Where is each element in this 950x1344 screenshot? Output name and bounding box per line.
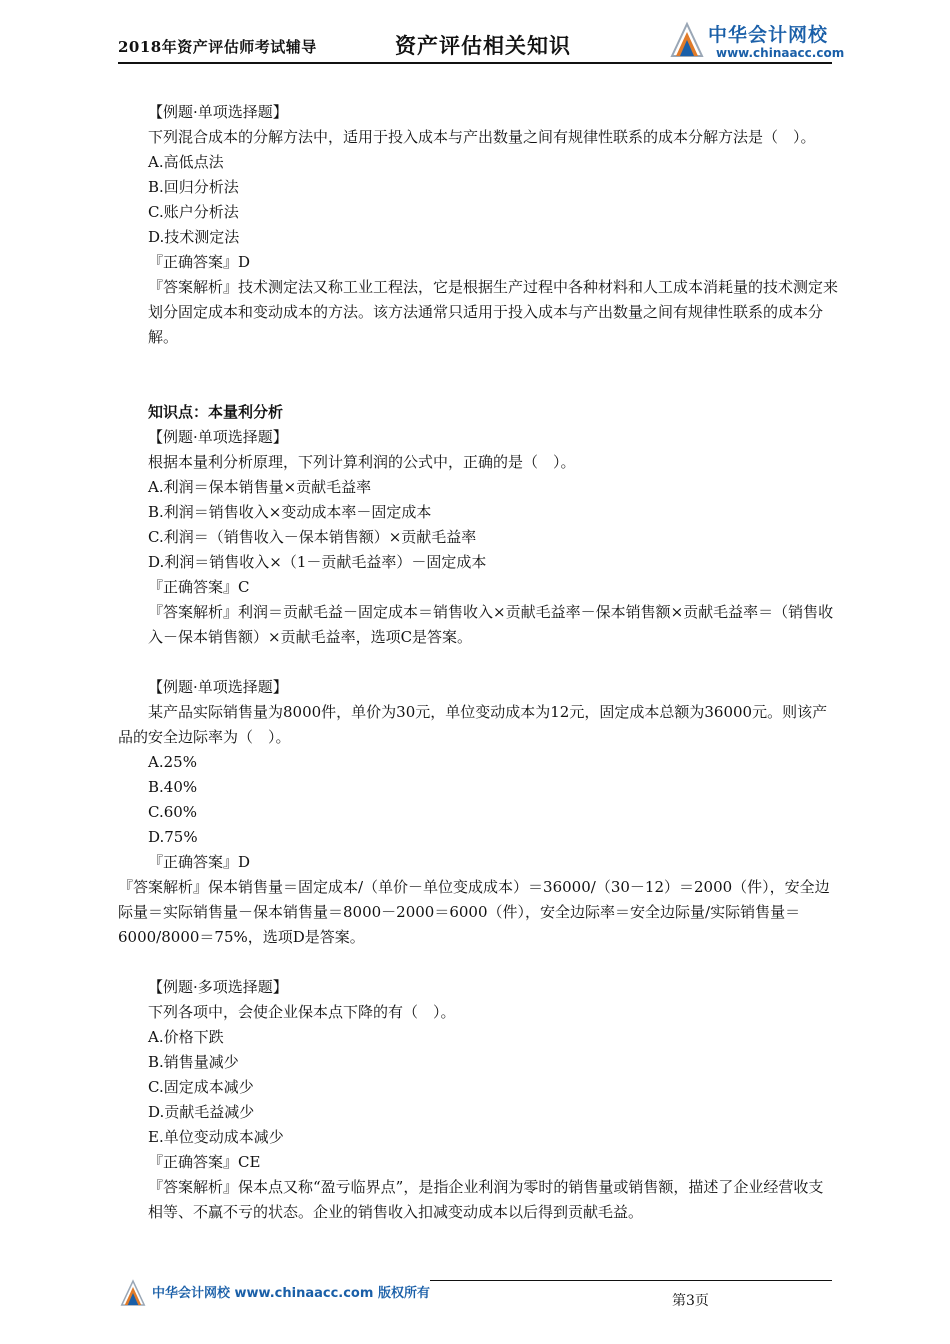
question-block-2 bbox=[118, 425, 838, 650]
footer-copyright[interactable]: 中华会计网校 www.chinaacc.com 版权所有 bbox=[152, 1286, 430, 1301]
option-b: B.销售量减少 bbox=[148, 1053, 239, 1071]
option-c: C.账户分析法 bbox=[148, 203, 239, 221]
option-a: A.利润＝保本销售量×贡献毛益率 bbox=[148, 478, 372, 496]
question-block-3 bbox=[118, 675, 838, 950]
option-d: D.技术测定法 bbox=[148, 228, 240, 246]
answer-analysis: 『答案解析』保本点又称“盈亏临界点”，是指企业利润为零时的销售量或销售额，描述了企业经营收支相等、不赢不亏的状态。企业的销售收入扣减变动成本以后得到贡献毛益。 bbox=[148, 1178, 824, 1221]
header-course-title: 2018年资产评估师考试辅导 bbox=[118, 38, 317, 56]
page-number: 第3页 bbox=[672, 1293, 709, 1309]
question-tag: 【例题·单项选择题】 bbox=[148, 428, 288, 446]
option-d: D.利润＝销售收入×（1－贡献毛益率）－固定成本 bbox=[148, 553, 487, 571]
header-divider bbox=[118, 62, 832, 64]
question-tag: 【例题·单项选择题】 bbox=[148, 678, 288, 696]
question-block-4 bbox=[118, 975, 838, 1225]
page-content bbox=[118, 100, 838, 1225]
knowledge-point-heading: 知识点：本量利分析 bbox=[148, 403, 284, 421]
option-d: D.75% bbox=[148, 828, 198, 846]
chinaacc-logo[interactable] bbox=[668, 16, 848, 64]
chinaacc-logo-icon bbox=[118, 1278, 148, 1308]
question-stem: 下列混合成本的分解方法中，适用于投入成本与产出数量之间有规律性联系的成本分解方法是（ ）。 bbox=[148, 128, 816, 146]
answer-analysis: 『答案解析』技术测定法又称工业工程法，它是根据生产过程中各种材料和人工成本消耗量的技术测定来划分固定成本和变动成本的方法。该方法通常只适用于投入成本与产出数量之间有规律性联系的成本分解。 bbox=[148, 278, 839, 346]
option-a: A.高低点法 bbox=[148, 153, 224, 171]
option-b: B.40% bbox=[148, 778, 198, 796]
option-c: C.固定成本减少 bbox=[148, 1078, 254, 1096]
logo-chinese-name: 中华会计网校 bbox=[708, 24, 829, 46]
question-stem: 根据本量利分析原理，下列计算利润的公式中，正确的是（ ）。 bbox=[148, 453, 576, 471]
answer-analysis: 『答案解析』保本销售量＝固定成本/（单价－单位变成成本）＝36000/（30－12）＝2000（件），安全边际量＝实际销售量－保本销售量＝8000－2000＝6000（件），安全边际率＝安全边际量/实际销售量＝6000/8000＝75%，选项D是答案。 bbox=[118, 878, 830, 946]
page-footer bbox=[0, 1270, 950, 1330]
correct-answer: 『正确答案』D bbox=[148, 253, 251, 271]
option-b: B.回归分析法 bbox=[148, 178, 239, 196]
option-d: D.贡献毛益减少 bbox=[148, 1103, 255, 1121]
correct-answer: 『正确答案』D bbox=[148, 853, 251, 871]
option-a: A.价格下跌 bbox=[148, 1028, 224, 1046]
question-tag: 【例题·多项选择题】 bbox=[148, 978, 288, 996]
option-c: C.60% bbox=[148, 803, 198, 821]
question-stem: 某产品实际销售量为8000件，单价为30元，单位变动成本为12元，固定成本总额为36000元。则该产品的安全边际率为（ ）。 bbox=[118, 703, 828, 746]
correct-answer: 『正确答案』CE bbox=[148, 1153, 261, 1171]
question-block-1 bbox=[118, 100, 838, 350]
chinaacc-logo-icon bbox=[668, 20, 706, 60]
option-c: C.利润＝（销售收入－保本销售额）×贡献毛益率 bbox=[148, 528, 477, 546]
footer-divider bbox=[430, 1280, 832, 1281]
option-b: B.利润＝销售收入×变动成本率－固定成本 bbox=[148, 503, 432, 521]
option-e: E.单位变动成本减少 bbox=[148, 1128, 284, 1146]
question-stem: 下列各项中，会使企业保本点下降的有（ ）。 bbox=[148, 1003, 456, 1021]
header-subject-title: 资产评估相关知识 bbox=[395, 33, 571, 58]
answer-analysis: 『答案解析』利润＝贡献毛益－固定成本＝销售收入×贡献毛益率－保本销售额×贡献毛益率＝（销售收入－保本销售额）×贡献毛益率，选项C是答案。 bbox=[148, 603, 834, 646]
correct-answer: 『正确答案』C bbox=[148, 578, 250, 596]
option-a: A.25% bbox=[148, 753, 197, 771]
page-header bbox=[0, 0, 950, 70]
logo-url: www.chinaacc.com bbox=[716, 46, 845, 60]
question-tag: 【例题·单项选择题】 bbox=[148, 103, 288, 121]
